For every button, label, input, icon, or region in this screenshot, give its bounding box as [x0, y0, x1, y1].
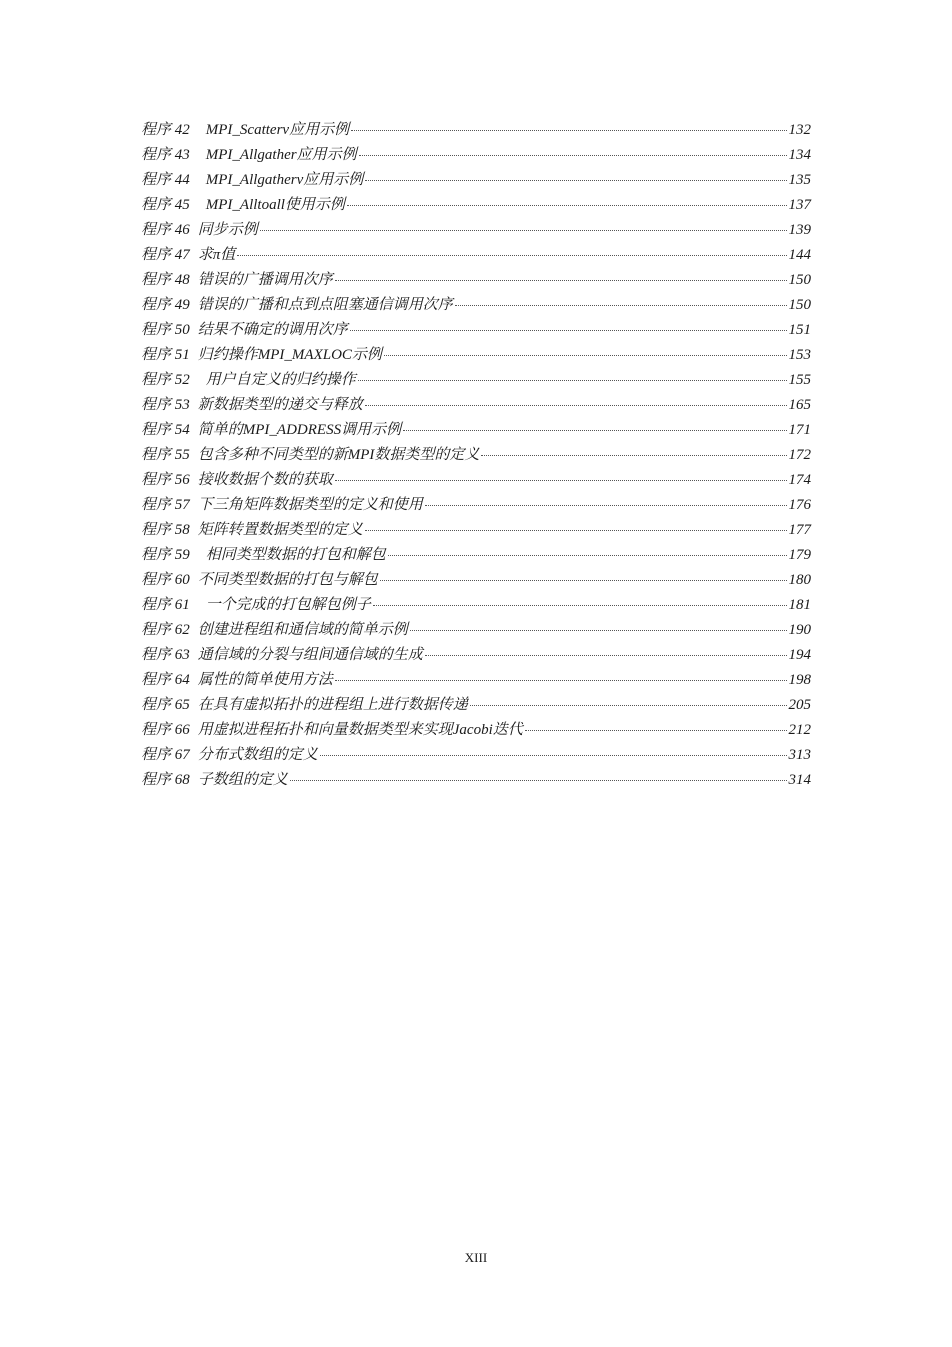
toc-entry-number: 程序 47: [141, 247, 190, 263]
toc-entry-number: 程序 45: [141, 197, 190, 213]
toc-entry[interactable]: [141, 693, 811, 718]
toc-entry[interactable]: [141, 493, 811, 518]
toc-entry-leader-dots: [358, 380, 787, 381]
toc-entry-number: 程序 63: [141, 647, 190, 663]
toc-entry-title: 接收数据个数的获取: [197, 472, 333, 488]
toc-entry-page: 144: [788, 247, 811, 263]
toc-entry-title: 通信域的分裂与组间通信域的生成: [197, 647, 423, 663]
toc-entry-leader-dots: [347, 205, 787, 206]
toc-entry[interactable]: [141, 168, 811, 193]
toc-entry-number: 程序 56: [141, 472, 190, 488]
toc-entry-page: 198: [788, 672, 811, 688]
toc-entry-leader-dots: [359, 155, 787, 156]
toc-entry[interactable]: [141, 118, 811, 143]
toc-entry[interactable]: [141, 343, 811, 368]
toc-entry-leader-dots: [525, 730, 787, 731]
toc-entry-number: 程序 48: [141, 272, 190, 288]
toc-entry-page: 205: [788, 697, 811, 713]
toc-entry-title: 求π值: [197, 247, 236, 263]
toc-entry-page: 176: [788, 497, 811, 513]
toc-entry-leader-dots: [425, 655, 787, 656]
toc-entry-title: 归约操作MPI_MAXLOC示例: [197, 347, 382, 363]
toc-entry-title: 相同类型数据的打包和解包: [205, 547, 386, 563]
toc-entry-title: MPI_Scatterv应用示例: [205, 122, 350, 138]
toc-entry-page: 194: [788, 647, 811, 663]
toc-entry-leader-dots: [455, 305, 787, 306]
toc-entry[interactable]: [141, 768, 811, 793]
toc-entry-page: 155: [788, 372, 811, 388]
toc-entry[interactable]: [141, 218, 811, 243]
toc-entry-title: 不同类型数据的打包与解包: [197, 572, 378, 588]
toc-entry[interactable]: [141, 268, 811, 293]
toc-entry-leader-dots: [388, 555, 787, 556]
toc-entry-title: 同步示例: [197, 222, 258, 238]
toc-entry-page: 177: [788, 522, 811, 538]
toc-entry-title: MPI_Allgather应用示例: [205, 147, 357, 163]
toc-entry-page: 174: [788, 472, 811, 488]
toc-entry-leader-dots: [351, 130, 786, 131]
toc-entry-number: 程序 59: [141, 547, 190, 563]
toc-entry-page: 165: [788, 397, 811, 413]
toc-entry-leader-dots: [380, 580, 787, 581]
toc-entry-page: 172: [788, 447, 811, 463]
toc-entry-title: 结果不确定的调用次序: [197, 322, 348, 338]
toc-entry-number: 程序 67: [141, 747, 190, 763]
toc-entry-number: 程序 68: [141, 772, 190, 788]
page-number: XIII: [464, 1250, 488, 1265]
toc-entry-number: 程序 43: [141, 147, 190, 163]
toc-entry-page: 134: [788, 147, 811, 163]
toc-entry-number: 程序 60: [141, 572, 190, 588]
toc-entry-leader-dots: [425, 505, 787, 506]
toc-entry-page: 150: [788, 297, 811, 313]
toc-entry-title: 属性的简单使用方法: [197, 672, 333, 688]
toc-entry[interactable]: [141, 193, 811, 218]
toc-entry-leader-dots: [350, 330, 787, 331]
toc-entry-leader-dots: [481, 455, 786, 456]
toc-entry-number: 程序 65: [141, 697, 190, 713]
toc-entry-leader-dots: [470, 705, 787, 706]
toc-entry-title: MPI_Allgatherv应用示例: [205, 172, 364, 188]
toc-entry-number: 程序 62: [141, 622, 190, 638]
toc-entry-number: 程序 44: [141, 172, 190, 188]
toc-entry-leader-dots: [290, 780, 787, 781]
toc-entry-page: 181: [788, 597, 811, 613]
toc-entry-page: 151: [788, 322, 811, 338]
toc-entry[interactable]: [141, 293, 811, 318]
toc-entry-title: MPI_Alltoall使用示例: [205, 197, 345, 213]
toc-entry[interactable]: [141, 318, 811, 343]
toc-entry-title: 用户自定义的归约操作: [205, 372, 356, 388]
toc-entry-page: 313: [788, 747, 811, 763]
toc-entry-leader-dots: [260, 230, 787, 231]
toc-entry-page: 314: [788, 772, 811, 788]
toc-entry-number: 程序 55: [141, 447, 190, 463]
toc-entry-title: 在具有虚拟拓扑的进程组上进行数据传递: [197, 697, 468, 713]
toc-entry-number: 程序 57: [141, 497, 190, 513]
toc-entry-number: 程序 53: [141, 397, 190, 413]
toc-entry-leader-dots: [403, 430, 786, 431]
toc-entry-title: 错误的广播调用次序: [197, 272, 333, 288]
toc-entry-title: 一个完成的打包解包例子: [205, 597, 371, 613]
toc-entry-page: 153: [788, 347, 811, 363]
toc-entry-page: 150: [788, 272, 811, 288]
toc-entry-leader-dots: [410, 630, 787, 631]
toc-entry[interactable]: [141, 568, 811, 593]
toc-entry-number: 程序 51: [141, 347, 190, 363]
toc-entry-title: 用虚拟进程拓扑和向量数据类型来实现Jacobi迭代: [197, 722, 523, 738]
toc-entry-title: 错误的广播和点到点阻塞通信调用次序: [197, 297, 453, 313]
toc-entry-leader-dots: [365, 530, 787, 531]
toc-entry-page: 212: [788, 722, 811, 738]
toc-entry-title: 新数据类型的递交与释放: [197, 397, 363, 413]
toc-entry-leader-dots: [384, 355, 787, 356]
toc-entry[interactable]: [141, 418, 811, 443]
toc-entry[interactable]: [141, 468, 811, 493]
toc-entry[interactable]: [141, 243, 811, 268]
toc-entry-number: 程序 46: [141, 222, 190, 238]
toc-entry-page: 180: [788, 572, 811, 588]
toc-entry[interactable]: [141, 143, 811, 168]
toc-entry-leader-dots: [373, 605, 787, 606]
toc-entry-number: 程序 42: [141, 122, 190, 138]
toc-entry-leader-dots: [335, 680, 787, 681]
toc-entry-leader-dots: [365, 180, 786, 181]
toc-entry-number: 程序 58: [141, 522, 190, 538]
toc-entry-title: 子数组的定义: [197, 772, 288, 788]
toc-entry-leader-dots: [335, 480, 787, 481]
toc-entry-page: 137: [788, 197, 811, 213]
toc-entry[interactable]: [141, 718, 811, 743]
toc-entry-number: 程序 54: [141, 422, 190, 438]
toc-entry-leader-dots: [335, 280, 787, 281]
toc-entry-title: 分布式数组的定义: [197, 747, 318, 763]
toc-entry-leader-dots: [365, 405, 787, 406]
toc-entry-title: 下三角矩阵数据类型的定义和使用: [197, 497, 423, 513]
toc-entry[interactable]: [141, 543, 811, 568]
toc-entry-page: 135: [788, 172, 811, 188]
toc-entry[interactable]: [141, 368, 811, 393]
table-of-contents: [141, 118, 811, 793]
toc-entry[interactable]: [141, 518, 811, 543]
toc-entry-page: 139: [788, 222, 811, 238]
toc-entry-number: 程序 50: [141, 322, 190, 338]
toc-entry[interactable]: [141, 393, 811, 418]
toc-entry-number: 程序 52: [141, 372, 190, 388]
toc-entry-page: 190: [788, 622, 811, 638]
toc-entry-title: 简单的MPI_ADDRESS调用示例: [197, 422, 402, 438]
toc-entry-number: 程序 61: [141, 597, 190, 613]
toc-entry-title: 创建进程组和通信域的简单示例: [197, 622, 408, 638]
toc-entry-title: 矩阵转置数据类型的定义: [197, 522, 363, 538]
toc-entry-leader-dots: [320, 755, 787, 756]
toc-entry-number: 程序 64: [141, 672, 190, 688]
toc-entry[interactable]: [141, 743, 811, 768]
toc-entry[interactable]: [141, 443, 811, 468]
toc-entry-number: 程序 49: [141, 297, 190, 313]
toc-entry-page: 179: [788, 547, 811, 563]
toc-entry-page: 132: [788, 122, 811, 138]
toc-entry-number: 程序 66: [141, 722, 190, 738]
toc-entry-page: 171: [788, 422, 811, 438]
toc-entry[interactable]: [141, 618, 811, 643]
toc-entry-title: 包含多种不同类型的新MPI数据类型的定义: [197, 447, 480, 463]
toc-entry[interactable]: [141, 668, 811, 693]
toc-entry[interactable]: [141, 593, 811, 618]
toc-entry[interactable]: [141, 643, 811, 668]
toc-entry-leader-dots: [237, 255, 786, 256]
